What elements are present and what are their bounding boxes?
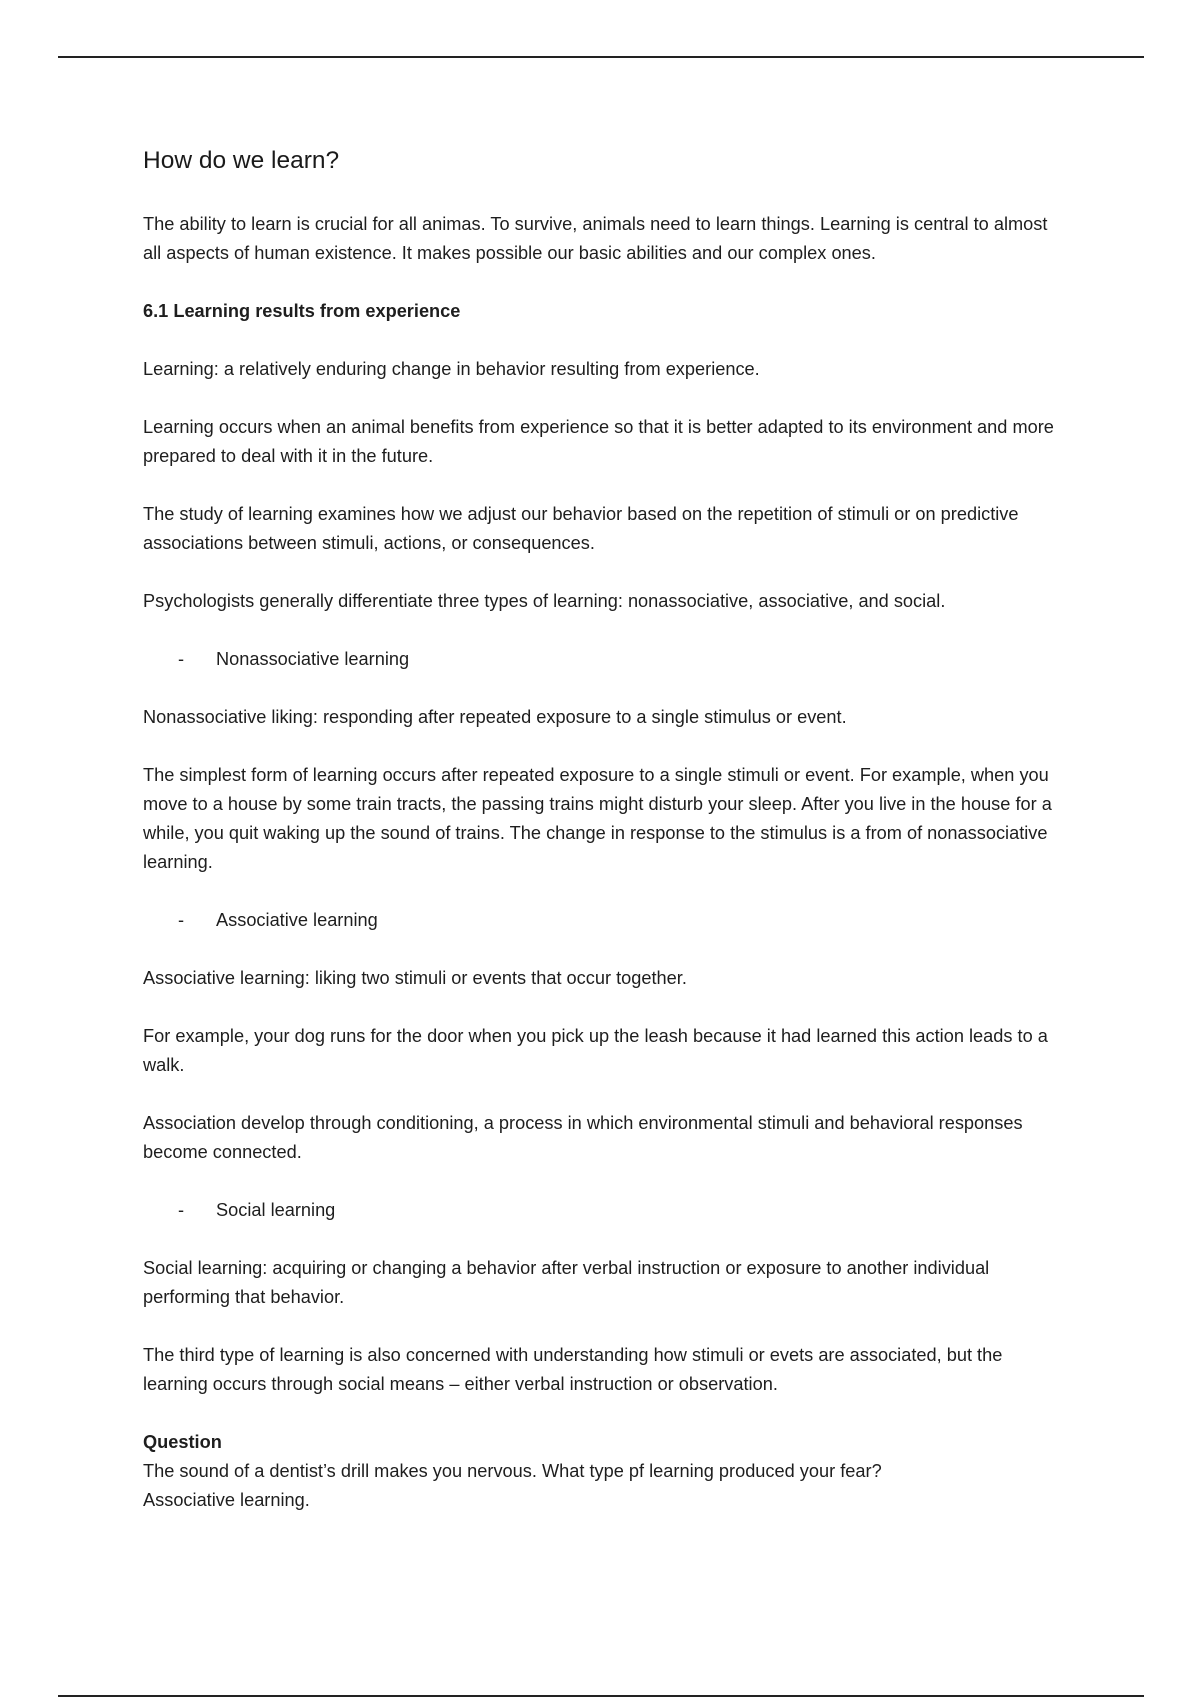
footer-rule [58,1695,1144,1697]
social-example: The third type of learning is also concerned with understanding how stimuli or evets are associated, but the learning occurs through social means – either verbal instruction or observation. [143,1345,1003,1394]
associative-example: For example, your dog runs for the door when you pick up the leash because it had learned this action leads to a walk. [143,1026,1048,1075]
associative-definition: Associative learning: liking two stimuli or events that occur together. [143,968,687,988]
bullet-dash: - [178,649,185,669]
learning-definition: Learning: a relatively enduring change in behavior resulting from experience. [143,359,760,379]
bullet-dash: - [178,910,185,930]
nonassociative-definition: Nonassociative liking: responding after repeated exposure to a single stimulus or event. [143,707,847,727]
question-label: Question [143,1432,222,1452]
associative-conditioning: Association develop through conditioning, a process in which environmental stimuli and behavioral responses become connected. [143,1113,1023,1162]
bullet-social [143,1196,1063,1225]
intro-paragraph: The ability to learn is crucial for all animas. To survive, animals need to learn things. Learning is central to almost all aspects of human existence. It makes possible our basic abilities and our complex ones. [143,214,1048,263]
nonassociative-example: The simplest form of learning occurs after repeated exposure to a single stimuli or event. For example, when you move to a house by some train tracts, the passing trains might disturb your sleep. After you live in the house for a while, you quit waking up the sound of trains. The change in response to the stimulus is a from of nonassociative learning. [143,765,1052,872]
learning-types-paragraph: Psychologists generally differentiate three types of learning: nonassociative, associative, and social. [143,591,946,611]
document-title: How do we learn? [143,147,340,174]
document-body [143,146,1063,1515]
bullet-label: Social learning [216,1200,336,1220]
study-of-learning-paragraph: The study of learning examines how we adjust our behavior based on the repetition of stimuli or on predictive associations between stimuli, actions, or consequences. [143,504,1019,553]
question-text: The sound of a dentist’s drill makes you nervous. What type pf learning produced your fear? [143,1461,882,1481]
learning-occurs-paragraph: Learning occurs when an animal benefits from experience so that it is better adapted to its environment and more prepared to deal with it in the future. [143,417,1054,466]
bullet-label: Nonassociative learning [216,649,410,669]
answer-text: Associative learning. [143,1490,310,1510]
bullet-label: Associative learning [216,910,378,930]
bullet-dash: - [178,1200,185,1220]
header-rule [58,56,1144,58]
bullet-associative [143,906,1063,935]
bullet-nonassociative [143,645,1063,674]
section-heading: 6.1 Learning results from experience [143,301,461,321]
social-definition: Social learning: acquiring or changing a behavior after verbal instruction or exposure to another individual performing that behavior. [143,1258,990,1307]
